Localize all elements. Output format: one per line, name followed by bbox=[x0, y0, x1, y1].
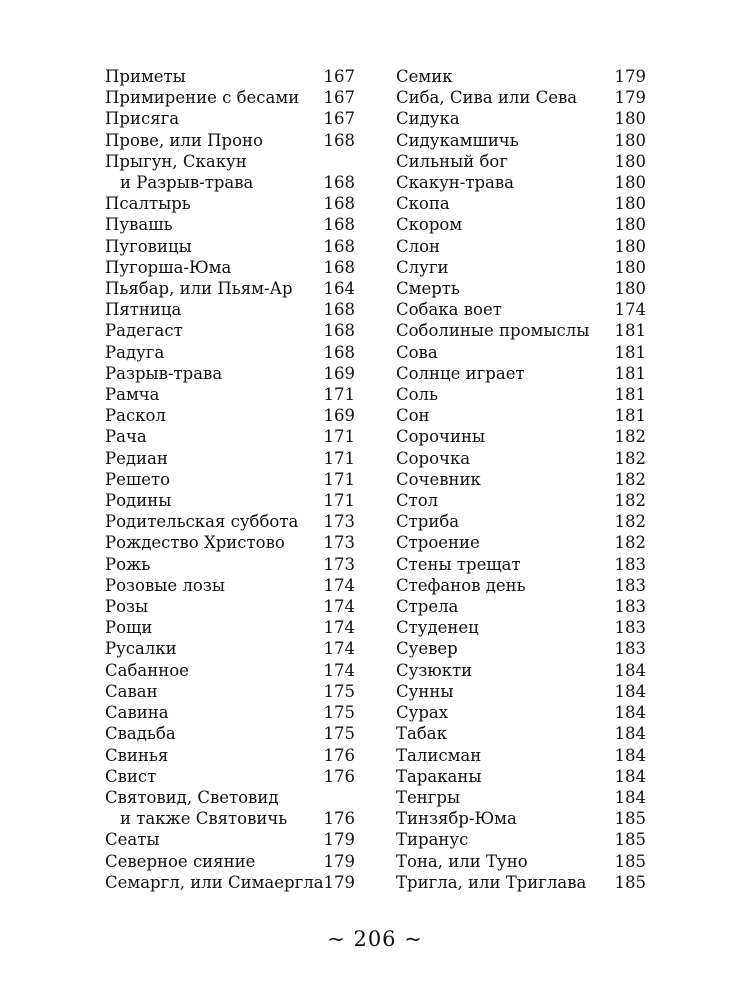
index-term: Пятница bbox=[105, 300, 182, 320]
index-page-ref: 183 bbox=[614, 554, 646, 574]
index-page-ref: 171 bbox=[323, 385, 355, 405]
index-term: Рожь bbox=[105, 554, 151, 574]
index-page-ref: 171 bbox=[323, 448, 355, 468]
index-entry bbox=[105, 151, 355, 172]
index-term: Прыгун, Скакун bbox=[105, 151, 247, 171]
index-page-ref: 185 bbox=[614, 872, 646, 892]
page-number: ~ 206 ~ bbox=[327, 927, 423, 951]
index-term: Радегаст bbox=[105, 321, 183, 341]
index-entry bbox=[105, 766, 355, 787]
index-term: Скором bbox=[396, 215, 463, 235]
index-entry bbox=[105, 363, 355, 384]
index-term: Саван bbox=[105, 681, 158, 701]
index-term: и также Святовичь bbox=[120, 809, 288, 829]
index-entry bbox=[396, 766, 646, 787]
index-entry bbox=[105, 617, 355, 638]
index-page-ref: 180 bbox=[614, 130, 646, 150]
index-page-ref: 174 bbox=[323, 660, 355, 680]
index-page-ref: 180 bbox=[614, 109, 646, 129]
index-entry bbox=[105, 596, 355, 617]
index-term: Сон bbox=[396, 406, 430, 426]
index-term: Стрела bbox=[396, 597, 459, 617]
index-page-ref: 180 bbox=[614, 279, 646, 299]
index-term: Прове, или Проно bbox=[105, 130, 263, 150]
index-term: Псалтырь bbox=[105, 194, 191, 214]
index-page-ref: 176 bbox=[323, 809, 355, 829]
index-page-ref: 168 bbox=[323, 194, 355, 214]
index-term: Разрыв-трава bbox=[105, 363, 223, 383]
index-entry bbox=[396, 660, 646, 681]
index-entry bbox=[396, 787, 646, 808]
index-page-ref: 180 bbox=[614, 215, 646, 235]
index-page-ref: 184 bbox=[614, 681, 646, 701]
index-page-ref: 174 bbox=[323, 597, 355, 617]
index-page-ref: 183 bbox=[614, 575, 646, 595]
index-entry bbox=[105, 723, 355, 744]
index-page-ref: 180 bbox=[614, 236, 646, 256]
index-page-ref: 182 bbox=[614, 448, 646, 468]
index-column-right bbox=[396, 66, 646, 893]
index-entry bbox=[396, 638, 646, 659]
index-entry bbox=[105, 130, 355, 151]
index-entry bbox=[105, 745, 355, 766]
index-term: Тона, или Туно bbox=[396, 851, 528, 871]
index-entry bbox=[396, 299, 646, 320]
index-entry bbox=[396, 172, 646, 193]
index-entry bbox=[396, 851, 646, 872]
index-term: Табак bbox=[396, 724, 447, 744]
index-term: Пуговицы bbox=[105, 236, 192, 256]
index-page-ref: 173 bbox=[323, 512, 355, 532]
index-entry bbox=[396, 108, 646, 129]
index-entry bbox=[105, 681, 355, 702]
index-term: Семаргл, или Симаергла bbox=[105, 872, 324, 892]
index-page-ref: 183 bbox=[614, 618, 646, 638]
index-entry bbox=[105, 320, 355, 341]
index-term: Стены трещат bbox=[396, 554, 521, 574]
index-page-ref: 176 bbox=[323, 745, 355, 765]
index-term: Тараканы bbox=[396, 766, 482, 786]
index-term: Пувашь bbox=[105, 215, 173, 235]
index-page-ref: 174 bbox=[323, 575, 355, 595]
index-entry bbox=[396, 808, 646, 829]
index-page-ref: 164 bbox=[323, 279, 355, 299]
index-term: Соль bbox=[396, 385, 439, 405]
index-entry bbox=[396, 426, 646, 447]
index-term: Русалки bbox=[105, 639, 177, 659]
index-term: Собака воет bbox=[396, 300, 502, 320]
index-term: Рамча bbox=[105, 385, 160, 405]
index-page-ref: 183 bbox=[614, 639, 646, 659]
index-page-ref: 182 bbox=[614, 533, 646, 553]
index-term: Савина bbox=[105, 703, 169, 723]
index-page-ref: 171 bbox=[323, 469, 355, 489]
index-page-ref: 182 bbox=[614, 427, 646, 447]
index-entry bbox=[105, 872, 355, 893]
index-page-ref: 174 bbox=[323, 618, 355, 638]
index-page-ref: 179 bbox=[323, 851, 355, 871]
index-page-ref: 184 bbox=[614, 766, 646, 786]
index-page-ref: 179 bbox=[323, 872, 356, 892]
index-page-ref: 182 bbox=[614, 491, 646, 511]
index-entry bbox=[396, 702, 646, 723]
index-entry bbox=[396, 829, 646, 850]
index-entry bbox=[105, 532, 355, 553]
index-entry bbox=[105, 299, 355, 320]
index-page-ref: 168 bbox=[323, 215, 355, 235]
index-entry bbox=[105, 426, 355, 447]
index-entry bbox=[105, 384, 355, 405]
index-entry bbox=[396, 723, 646, 744]
index-page-ref: 184 bbox=[614, 660, 646, 680]
index-entry bbox=[105, 490, 355, 511]
index-entry bbox=[105, 851, 355, 872]
index-page-ref: 179 bbox=[614, 67, 646, 86]
index-entry bbox=[105, 278, 355, 299]
index-term: Талисман bbox=[396, 745, 482, 765]
index-page-ref: 175 bbox=[323, 724, 355, 744]
index-entry bbox=[105, 172, 355, 193]
index-term: Святовид, Световид bbox=[105, 787, 279, 807]
index-term: Слон bbox=[396, 236, 441, 256]
index-term: Розовые лозы bbox=[105, 575, 225, 595]
index-term: Рощи bbox=[105, 618, 153, 638]
index-entry bbox=[396, 151, 646, 172]
index-term: Сурах bbox=[396, 703, 449, 723]
index-page-ref: 181 bbox=[614, 342, 646, 362]
index-term: Слуги bbox=[396, 257, 449, 277]
index-term: Сова bbox=[396, 342, 438, 362]
index-term: Тригла, или Триглава bbox=[396, 872, 587, 892]
index-term: Решето bbox=[105, 469, 171, 489]
index-page-ref: 168 bbox=[323, 342, 355, 362]
index-page-ref: 181 bbox=[614, 321, 646, 341]
index-entry bbox=[396, 193, 646, 214]
index-page-ref: 183 bbox=[614, 597, 646, 617]
index-entry bbox=[105, 236, 355, 257]
index-term: Свист bbox=[105, 766, 157, 786]
index-term: Сеаты bbox=[105, 830, 160, 850]
index-term: Сорочка bbox=[396, 448, 471, 468]
index-entry bbox=[105, 66, 355, 87]
index-entry bbox=[396, 257, 646, 278]
index-entry bbox=[105, 108, 355, 129]
index-entry bbox=[396, 384, 646, 405]
index-term: Розы bbox=[105, 597, 149, 617]
index-term: Сильный бог bbox=[396, 151, 508, 171]
index-entry bbox=[396, 66, 646, 87]
index-entry bbox=[105, 829, 355, 850]
index-page-ref: 174 bbox=[614, 300, 646, 320]
index-term: Редиан bbox=[105, 448, 168, 468]
index-term: Студенец bbox=[396, 618, 479, 638]
index-page-ref: 181 bbox=[614, 363, 646, 383]
index-entry bbox=[105, 660, 355, 681]
index-page-ref: 179 bbox=[614, 88, 646, 108]
index-page-ref: 173 bbox=[323, 533, 355, 553]
index-term: Пьябар, или Пьям-Ар bbox=[105, 279, 293, 299]
index-entry bbox=[105, 214, 355, 235]
index-entry bbox=[396, 214, 646, 235]
index-entry bbox=[396, 448, 646, 469]
index-entry bbox=[105, 702, 355, 723]
index-entry bbox=[396, 236, 646, 257]
index-page-ref: 167 bbox=[323, 88, 355, 108]
index-entry bbox=[396, 87, 646, 108]
index-entry bbox=[396, 532, 646, 553]
index-page-ref: 184 bbox=[614, 745, 646, 765]
index-term: Северное сияние bbox=[105, 851, 256, 871]
index-term: Раскол bbox=[105, 406, 166, 426]
index-entry bbox=[396, 278, 646, 299]
index-entry bbox=[105, 808, 355, 829]
index-entry bbox=[105, 87, 355, 108]
index-page-ref: 175 bbox=[323, 703, 355, 723]
index-term: Тинзябр-Юма bbox=[396, 809, 517, 829]
index-page-ref: 180 bbox=[614, 257, 646, 277]
index-term: Строение bbox=[396, 533, 480, 553]
index-term: Сидука bbox=[396, 109, 460, 129]
index-page-ref: 182 bbox=[614, 469, 646, 489]
index-page-ref: 184 bbox=[614, 724, 646, 744]
index-term: Пугорша-Юма bbox=[105, 257, 232, 277]
index-entry bbox=[396, 405, 646, 426]
index-entry bbox=[105, 575, 355, 596]
index-page-ref: 167 bbox=[323, 109, 355, 129]
index-entry bbox=[396, 342, 646, 363]
index-page-ref: 176 bbox=[323, 766, 355, 786]
index-entry bbox=[105, 193, 355, 214]
index-term: Сунны bbox=[396, 681, 454, 701]
index-term: Радуга bbox=[105, 342, 165, 362]
index-entry bbox=[396, 745, 646, 766]
index-term: Сузюкти bbox=[396, 660, 473, 680]
index-page-ref: 168 bbox=[323, 236, 355, 256]
index-entry bbox=[396, 511, 646, 532]
index-entry bbox=[396, 575, 646, 596]
index-term: Стол bbox=[396, 491, 439, 511]
index-page-ref: 185 bbox=[614, 809, 646, 829]
index-entry bbox=[105, 469, 355, 490]
index-page-ref: 175 bbox=[323, 681, 355, 701]
index-page-ref: 169 bbox=[323, 363, 355, 383]
index-entry bbox=[105, 342, 355, 363]
index-term: Стриба bbox=[396, 512, 460, 532]
index-page-ref: 174 bbox=[323, 639, 355, 659]
index-entry bbox=[105, 787, 355, 808]
index-term: Свинья bbox=[105, 745, 169, 765]
index-entry bbox=[105, 638, 355, 659]
index-entry bbox=[396, 596, 646, 617]
index-entry bbox=[396, 469, 646, 490]
index-term: Тиранус bbox=[396, 830, 469, 850]
index-term: Соболиные промыслы bbox=[396, 321, 590, 341]
index-column-left bbox=[105, 66, 355, 893]
index-page-ref: 169 bbox=[323, 406, 355, 426]
index-page-ref: 185 bbox=[614, 851, 646, 871]
index-page-ref: 185 bbox=[614, 830, 646, 850]
index-page-ref: 168 bbox=[323, 300, 355, 320]
index-entry bbox=[396, 681, 646, 702]
index-entry bbox=[396, 320, 646, 341]
index-page-ref: 181 bbox=[614, 385, 646, 405]
index-term: и Разрыв-трава bbox=[120, 173, 254, 193]
index-page-ref: 179 bbox=[323, 830, 355, 850]
index-term: Суевер bbox=[396, 639, 458, 659]
index-entry bbox=[105, 405, 355, 426]
index-term: Тенгры bbox=[396, 787, 461, 807]
index-term: Солнце играет bbox=[396, 363, 525, 383]
index-entry bbox=[105, 448, 355, 469]
index-page-ref: 173 bbox=[323, 554, 355, 574]
index-term: Родины bbox=[105, 491, 172, 511]
index-term: Сиба, Сива или Сева bbox=[396, 88, 578, 108]
index-term: Родительская суббота bbox=[105, 512, 299, 532]
index-term: Стефанов день bbox=[396, 575, 526, 595]
index-term: Примирение с бесами bbox=[105, 88, 300, 108]
index-entry bbox=[396, 554, 646, 575]
index-entry bbox=[396, 130, 646, 151]
index-entry bbox=[396, 872, 646, 893]
index-page-ref: 171 bbox=[323, 427, 355, 447]
index-term: Свадьба bbox=[105, 724, 176, 744]
index-term: Сидукамшичь bbox=[396, 130, 519, 150]
index-page-ref: 182 bbox=[614, 512, 646, 532]
index-page-ref: 180 bbox=[614, 173, 646, 193]
index-entry bbox=[105, 257, 355, 278]
index-page-ref: 180 bbox=[614, 151, 646, 171]
index-page-ref: 184 bbox=[614, 703, 646, 723]
index-entry bbox=[396, 617, 646, 638]
index-page-ref: 168 bbox=[323, 257, 355, 277]
index-entry bbox=[105, 511, 355, 532]
index-page-ref: 180 bbox=[614, 194, 646, 214]
index-term: Семик bbox=[396, 67, 453, 86]
index-term: Сабанное bbox=[105, 660, 189, 680]
index-page-ref: 181 bbox=[614, 406, 646, 426]
index-page-ref: 168 bbox=[323, 173, 355, 193]
index-term: Приметы bbox=[105, 67, 186, 86]
index-page-ref: 168 bbox=[323, 130, 355, 150]
index-page-ref: 168 bbox=[323, 321, 355, 341]
index-term: Присяга bbox=[105, 109, 180, 129]
index-entry bbox=[105, 554, 355, 575]
index-entry bbox=[396, 363, 646, 384]
index-page-ref: 184 bbox=[614, 787, 646, 807]
index-page-ref: 167 bbox=[323, 67, 355, 86]
index-page-ref: 171 bbox=[323, 491, 355, 511]
index-entry bbox=[396, 490, 646, 511]
index-term: Смерть bbox=[396, 279, 460, 299]
index-term: Рождество Христово bbox=[105, 533, 285, 553]
index-term: Сорочины bbox=[396, 427, 486, 447]
index-term: Сочевник bbox=[396, 469, 481, 489]
index-term: Скакун-трава bbox=[396, 173, 515, 193]
index-term: Скопа bbox=[396, 194, 450, 214]
index-term: Рача bbox=[105, 427, 147, 447]
